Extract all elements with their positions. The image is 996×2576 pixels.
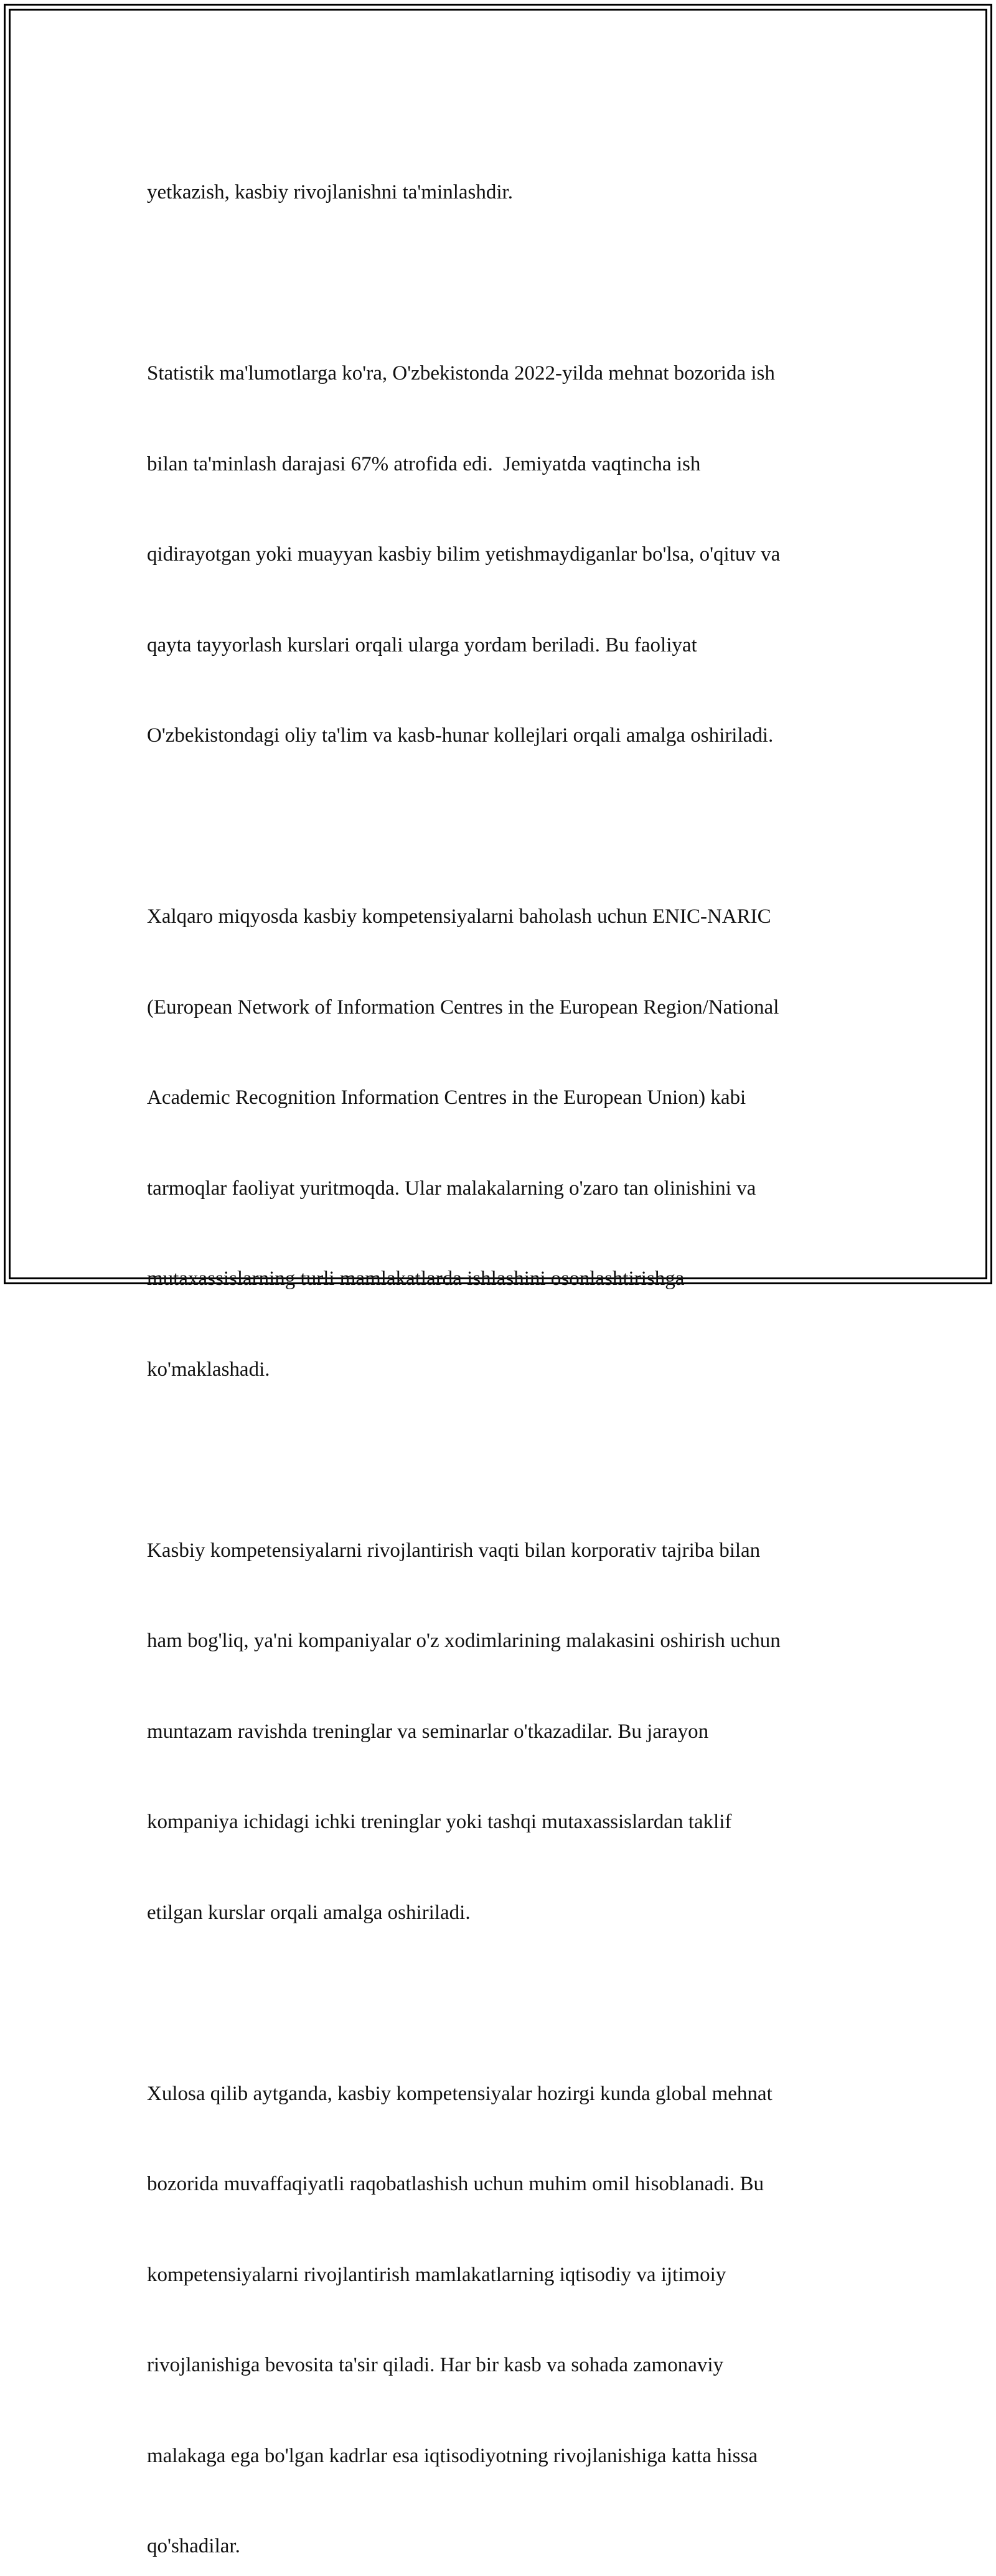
text-line: kompaniya ichidagi ichki treninglar yoki tashqi mutaxassislardan taklif [147,1807,857,1837]
text-line: ko'maklashadi. [147,1355,857,1385]
text-line: O'zbekistondagi oliy ta'lim va kasb-hunar kollejlari orqali amalga oshiriladi. [147,721,857,751]
paragraph-1 [147,117,857,268]
text-line: kompetensiyalarni rivojlantirish mamlakatlarning iqtisodiy va ijtimoiy [147,2260,857,2290]
paragraph-5 [147,2018,857,2576]
text-line: tarmoqlar faoliyat yuritmoqda. Ular malakalarning o'zaro tan olinishini va [147,1174,857,1204]
text-line: Kasbiy kompetensiyalarni rivojlantirish vaqti bilan korporativ tajriba bilan [147,1536,857,1566]
text-line: qayta tayyorlash kurslari orqali ularga yordam beriladi. Bu faoliyat [147,630,857,661]
text-line: bozorida muvaffaqiyatli raqobatlashish uchun muhim omil hisoblanadi. Bu [147,2169,857,2200]
text-line: Academic Recognition Information Centres in the European Union) kabi [147,1083,857,1113]
text-line: bilan ta'minlash darajasi 67% atrofida edi. Jemiyatda vaqtincha ish [147,449,857,480]
text-line: qo'shadilar. [147,2531,857,2562]
text-line: muntazam ravishda treninglar va seminarlar o'tkazadilar. Bu jarayon [147,1717,857,1747]
paragraph-3 [147,841,857,1445]
text-line: (European Network of Information Centres in the European Region/National [147,992,857,1023]
document-body [147,117,857,2576]
text-line: Xulosa qilib aytganda, kasbiy kompetensiyalar hozirgi kunda global mehnat [147,2079,857,2109]
text-line: etilgan kurslar orqali amalga oshiriladi. [147,1898,857,1928]
text-line: yetkazish, kasbiy rivojlanishni ta'minlashdir. [147,177,857,208]
text-line: malakaga ega bo'lgan kadrlar esa iqtisodiyotning rivojlanishiga katta hissa [147,2441,857,2471]
text-line: Statistik ma'lumotlarga ko'ra, O'zbekistonda 2022-yilda mehnat bozorida ish [147,358,857,389]
text-line: Xalqaro miqyosda kasbiy kompetensiyalarni baholash uchun ENIC-NARIC [147,902,857,932]
text-line: mutaxassislarning turli mamlakatlarda ishlashini osonlashtirishga [147,1264,857,1294]
text-line: ham bog'liq, ya'ni kompaniyalar o'z xodimlarining malakasini oshirish uchun [147,1626,857,1656]
text-line: qidirayotgan yoki muayyan kasbiy bilim yetishmaydiganlar bo'lsa, o'qituv va [147,539,857,570]
paragraph-2 [147,298,857,811]
text-line: rivojlanishiga bevosita ta'sir qiladi. Har bir kasb va sohada zamonaviy [147,2350,857,2381]
paragraph-4 [147,1475,857,1989]
